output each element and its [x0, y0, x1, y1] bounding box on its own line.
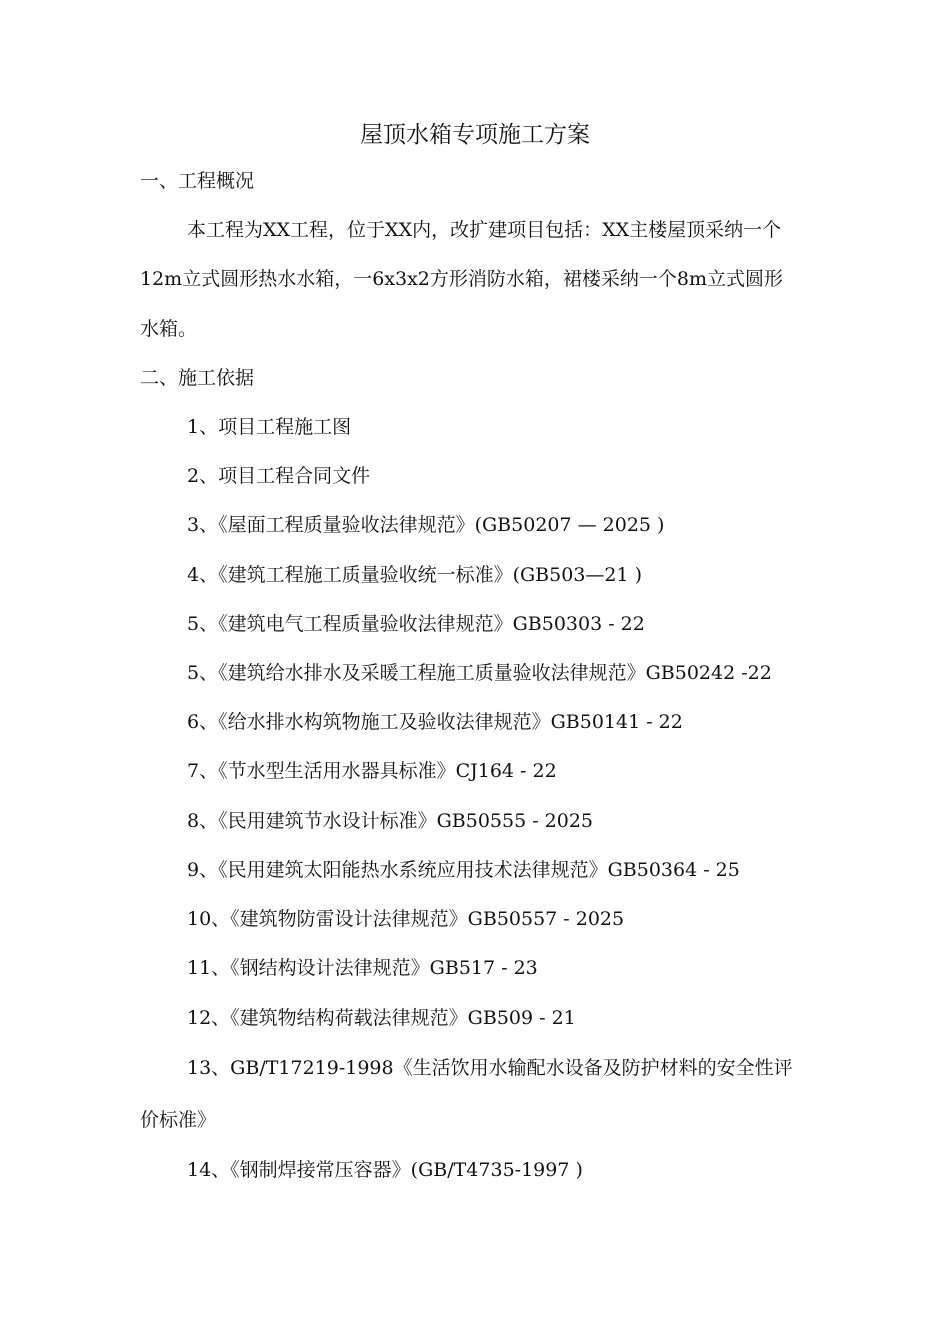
basis-list-item: 1、项目工程施工图 [187, 416, 352, 438]
basis-list-item: 8、《民用建筑节水设计标准》GB50555 - 2025 [187, 810, 594, 832]
section-heading-basis: 二、施工依据 [140, 367, 255, 389]
basis-list-item: 4、《建筑工程施工质量验收统一标准》(GB503—21 ) [187, 564, 643, 586]
basis-list-item: 2、项目工程合同文件 [187, 465, 371, 487]
overview-line: 水箱。 [140, 318, 198, 340]
basis-list-item: 11、《钢结构设计法律规范》GB517 - 23 [187, 957, 538, 979]
basis-list-item: 12、《建筑物结构荷载法律规范》GB509 - 21 [187, 1007, 576, 1029]
basis-list-item: 9、《民用建筑太阳能热水系统应用技术法律规范》GB50364 - 25 [187, 859, 740, 881]
basis-list-item: 5、《建筑电气工程质量验收法律规范》GB50303 - 22 [187, 613, 645, 635]
basis-list-item: 7、《节水型生活用水器具标准》CJ164 - 22 [187, 760, 557, 782]
overview-line: 12m立式圆形热水水箱，一6x3x2方形消防水箱，裙楼采纳一个8m立式圆形 [140, 268, 783, 290]
basis-list-item: 10、《建筑物防雷设计法律规范》GB50557 - 2025 [187, 908, 625, 930]
basis-list-item: 14、《钢制焊接常压容器》(GB/T4735-1997 ) [187, 1159, 583, 1181]
basis-list-item: 3、《屋面工程质量验收法律规范》(GB50207 — 2025 ) [187, 514, 665, 536]
overview-line: 本工程为XX工程，位于XX内，改扩建项目包括：XX主楼屋顶采纳一个 [187, 219, 782, 241]
basis-list-item: 13、GB/T17219-1998《生活饮用水输配水设备及防护材料的安全性评 [187, 1057, 793, 1079]
basis-list-item: 6、《给水排水构筑物施工及验收法律规范》GB50141 - 22 [187, 711, 683, 733]
basis-list-item-continuation: 价标准》 [140, 1109, 217, 1131]
section-heading-overview: 一、工程概况 [140, 170, 255, 192]
basis-list-item: 5、《建筑给水排水及采暖工程施工质量验收法律规范》GB50242 -22 [187, 662, 772, 684]
document-title: 屋顶水箱专项施工方案 [360, 122, 590, 148]
